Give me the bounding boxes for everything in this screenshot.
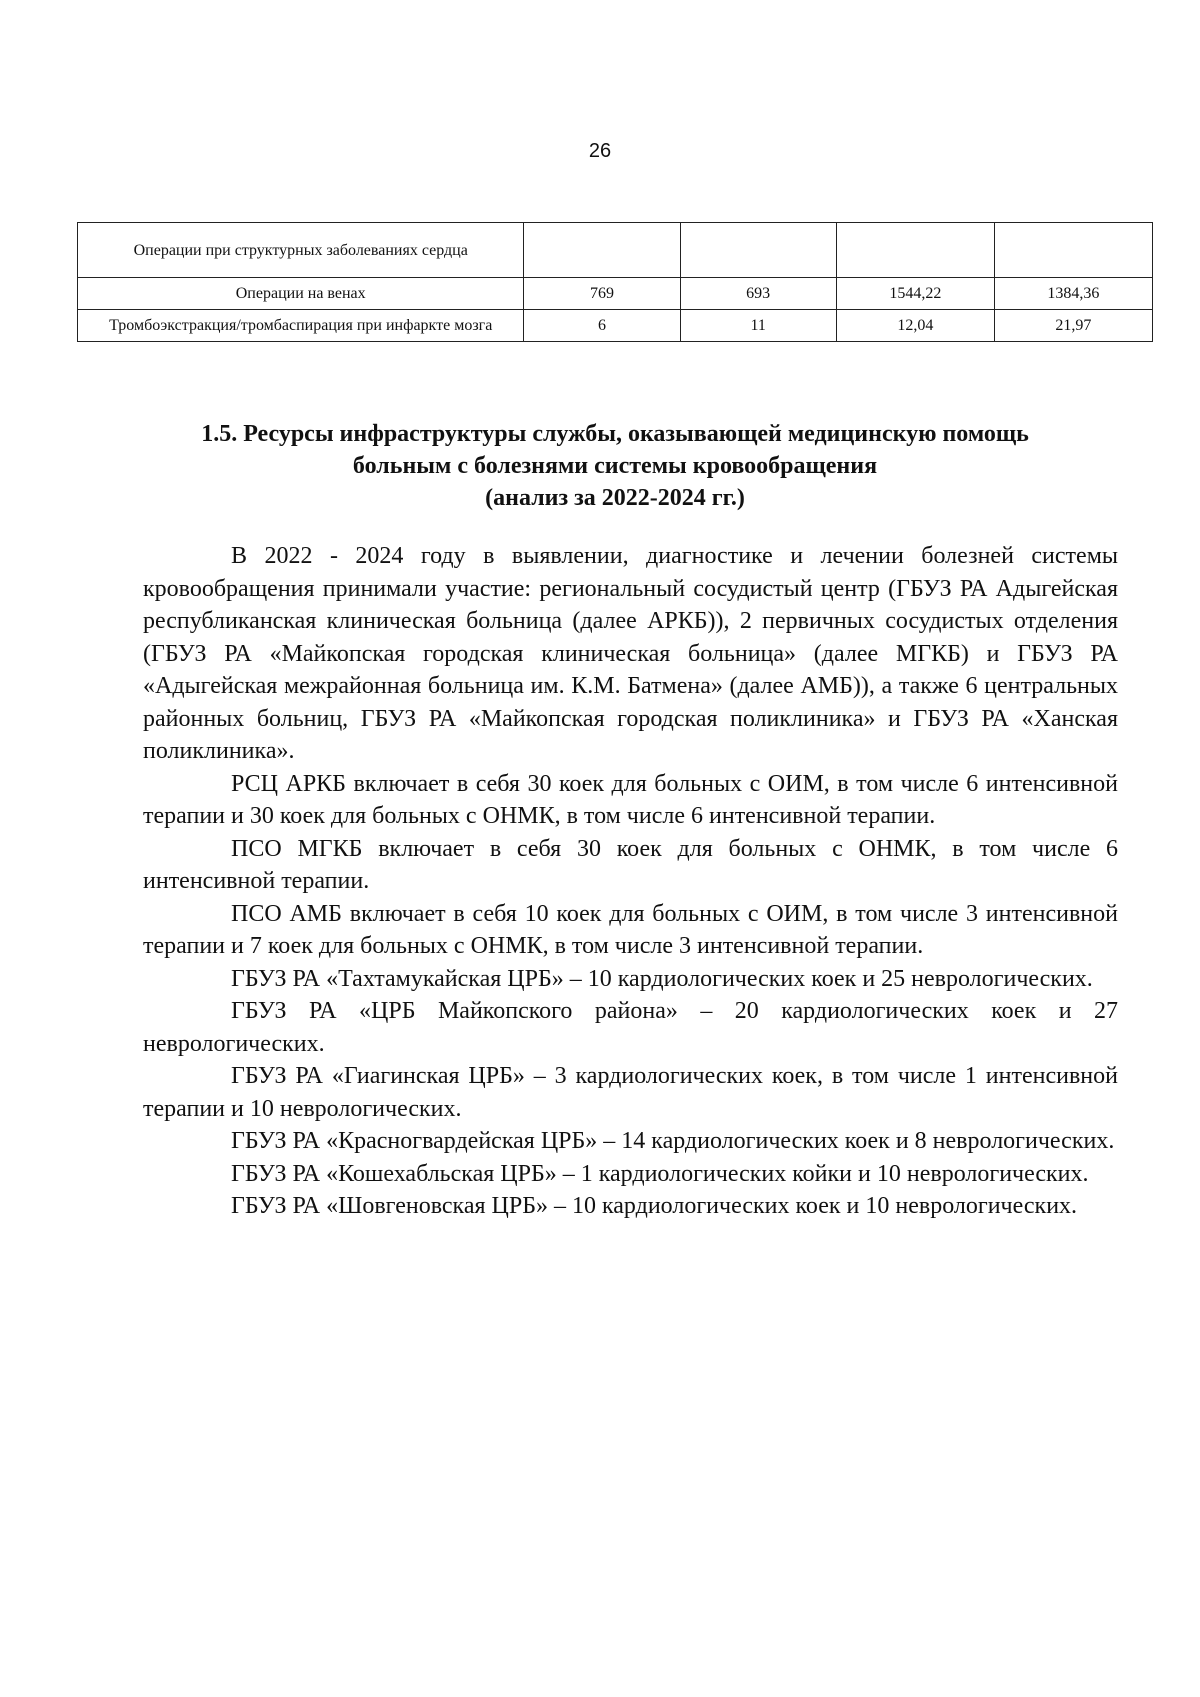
section-title: 1.5. Ресурсы инфраструктуры службы, оказывающей медицинскую помощь больным с болезнями системы кровообращения [201,421,1029,479]
table-row [78,278,1153,310]
paragraph: ГБУЗ РА «Тахтамукайская ЦРБ» – 10 кардиологических коек и 25 неврологических. [231,965,1093,992]
table-cell: 12,04 [836,310,994,342]
paragraph: В 2022 - 2024 году в выявлении, диагностике и лечении болезней системы кровообращения принимали участие: региональный сосудистый центр (ГБУЗ РА Адыгейская республиканская клиническая больница (далее АРКБ)), 2 первичных сосудистых отделения (ГБУЗ РА «Майкопская городская клиническая больница» (далее МГКБ) и ГБУЗ РА «Адыгейская межрайонная больница им. К.М. Батмена» (далее АМБ)), а также 6 центральных районных больниц, ГБУЗ РА «Майкопская городская поликлиника» и ГБУЗ РА «Ханская поликлиника». [143,543,1118,764]
paragraph: ГБУЗ РА «Шовгеновская ЦРБ» – 10 кардиологических коек и 10 неврологических. [231,1193,1078,1219]
table-cell [994,223,1152,278]
data-table [77,222,1153,342]
section-subtitle: (анализ за 2022-2024 гг.) [485,485,745,511]
paragraph: ГБУЗ РА «Гиагинская ЦРБ» – 3 кардиологических коек, в том числе 1 интенсивной терапии и 10 неврологических. [143,1063,1118,1122]
section-heading [150,418,1080,514]
table-row [78,310,1153,342]
table-cell-name: Операции при структурных заболеваниях сердца [78,223,524,278]
paragraph: РСЦ АРКБ включает в себя 30 коек для больных с ОИМ, в том числе 6 интенсивной терапии и 30 коек для больных с ОНМК, в том числе 6 интенсивной терапии. [143,770,1118,829]
body-text [143,540,1118,1223]
table-cell: 21,97 [994,310,1152,342]
table-cell: 693 [680,278,836,310]
table-cell-name: Тромбоэкстракция/тромбаспирация при инфаркте мозга [78,310,524,342]
table-row [78,223,1153,278]
table-cell [524,223,680,278]
table-cell: 11 [680,310,836,342]
table-cell-name: Операции на венах [78,278,524,310]
table-cell: 6 [524,310,680,342]
paragraph: ПСО АМБ включает в себя 10 коек для больных с ОИМ, в том числе 3 интенсивной терапии и 7 коек для больных с ОНМК, в том числе 3 интенсивной терапии. [143,900,1118,959]
table-cell: 769 [524,278,680,310]
table-cell [680,223,836,278]
table-cell [836,223,994,278]
table-cell: 1384,36 [994,278,1152,310]
paragraph: ГБУЗ РА «Кошехабльская ЦРБ» – 1 кардиологических койки и 10 неврологических. [231,1160,1089,1187]
table-cell: 1544,22 [836,278,994,310]
paragraph: ГБУЗ РА «Красногвардейская ЦРБ» – 14 кардиологических коек и 8 неврологических. [231,1128,1115,1154]
paragraph: ПСО МГКБ включает в себя 30 коек для больных с ОНМК, в том числе 6 интенсивной терапии. [143,835,1118,894]
page-number: 26 [588,140,612,162]
paragraph: ГБУЗ РА «ЦРБ Майкопского района» – 20 кардиологических коек и 27 неврологических. [143,998,1118,1057]
